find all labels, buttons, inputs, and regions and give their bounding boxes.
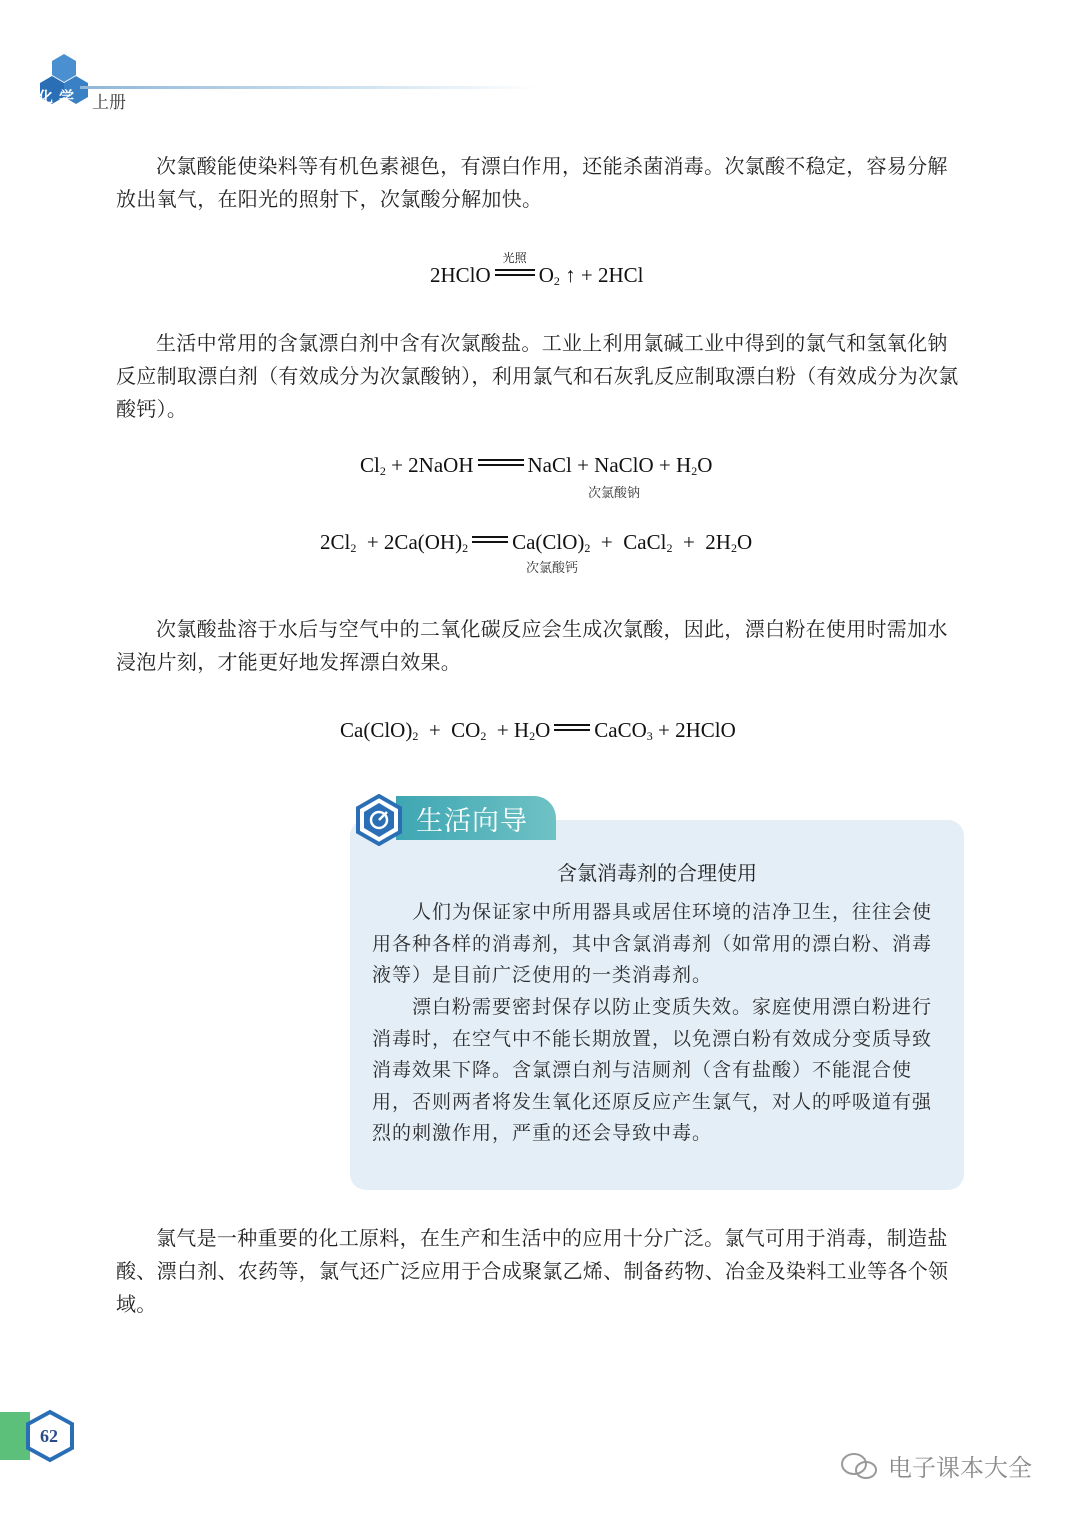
equation-caclo2-production: $2Cl_2 + 2Ca(OH)_2$ $Ca(ClO)_2$ + CaCl$_2$ + $2H_2O$ — [320, 530, 753, 555]
life-guide-paragraph-2: 漂白粉需要密封保存以防止变质失效。家庭使用漂白粉进行消毒时，在空气中不能长期放置，以免漂白粉有效成分变质导致消毒效果下降。含氯漂白剂与洁厕剂（含有盐酸）不能混合使用，否则两者将发生氧化还原反应产生氯气，对人的呼吸道有强烈的刺激作用，严重的还会导致中毒。 — [372, 996, 933, 1145]
page-number: 62 — [40, 1426, 58, 1446]
equation-naclo-production: $Cl_2$ + 2NaOH NaCl + NaClO + $H_2O$ — [360, 453, 713, 478]
equals-sign — [495, 251, 535, 278]
paragraph-bleach-production: 生活中常用的含氯漂白剂中含有次氯酸盐。工业上利用氯碱工业中得到的氯气和氢氧化钠反应制取漂白剂（有效成分为次氯酸钠），利用氯气和石灰乳反应制取漂白粉（有效成分为次氯酸钙）。 — [116, 331, 959, 421]
life-guide-title: 含氯消毒剂的合理使用 — [557, 861, 757, 885]
equation-hclo-formation: $Ca(ClO)_2 + CO_2 + H_2O$ CaCO$_3$ + 2HClO — [340, 718, 736, 743]
page-number-badge — [0, 1408, 80, 1464]
paragraph-bleach-usage: 次氯酸盐溶于水后与空气中的二氧化碳反应会生成次氯酸，因此，漂白粉在使用时需加水浸泡片刻，才能更好地发挥漂白效果。 — [116, 617, 948, 674]
watermark-text: 电子课本大全 — [888, 1454, 1032, 1482]
paragraph-chlorine-applications: 氯气是一种重要的化工原料，在生产和生活中的应用十分广泛。氯气可用于消毒，制造盐酸、漂白剂、农药等，氯气还广泛应用于合成聚氯乙烯、制备药物、冶金及染料工业等各个领域。 — [116, 1226, 949, 1316]
book-title: 化学 — [38, 88, 81, 106]
equation-hclo-decomposition: 2HClO 光照 $O_2$ ↑ + 2HCl — [430, 251, 644, 288]
life-guide-tab-label: 生活向导 — [416, 806, 528, 837]
paragraph-hclo-properties: 次氯酸能使染料等有机色素褪色，有漂白作用，还能杀菌消毒。次氯酸不稳定，容易分解放出氧气，在阳光的照射下，次氯酸分解加快。 — [116, 154, 948, 211]
guide-compass-icon — [354, 794, 404, 850]
label-sodium-hypochlorite: 次氯酸钠 — [588, 486, 641, 501]
label-calcium-hypochlorite: 次氯酸钙 — [526, 561, 579, 576]
page-header — [0, 0, 1080, 120]
wechat-icon — [840, 1452, 880, 1486]
reaction-condition: 光照 — [502, 251, 527, 265]
life-guide-paragraph-1: 人们为保证家中所用器具或居住环境的洁净卫生，往往会使用各种各样的消毒剂，其中含氯消毒剂（如常用的漂白粉、消毒液等）是目前广泛使用的一类消毒剂。 — [372, 901, 933, 987]
header-rule — [80, 86, 540, 89]
volume-label: 上册 — [92, 93, 126, 113]
